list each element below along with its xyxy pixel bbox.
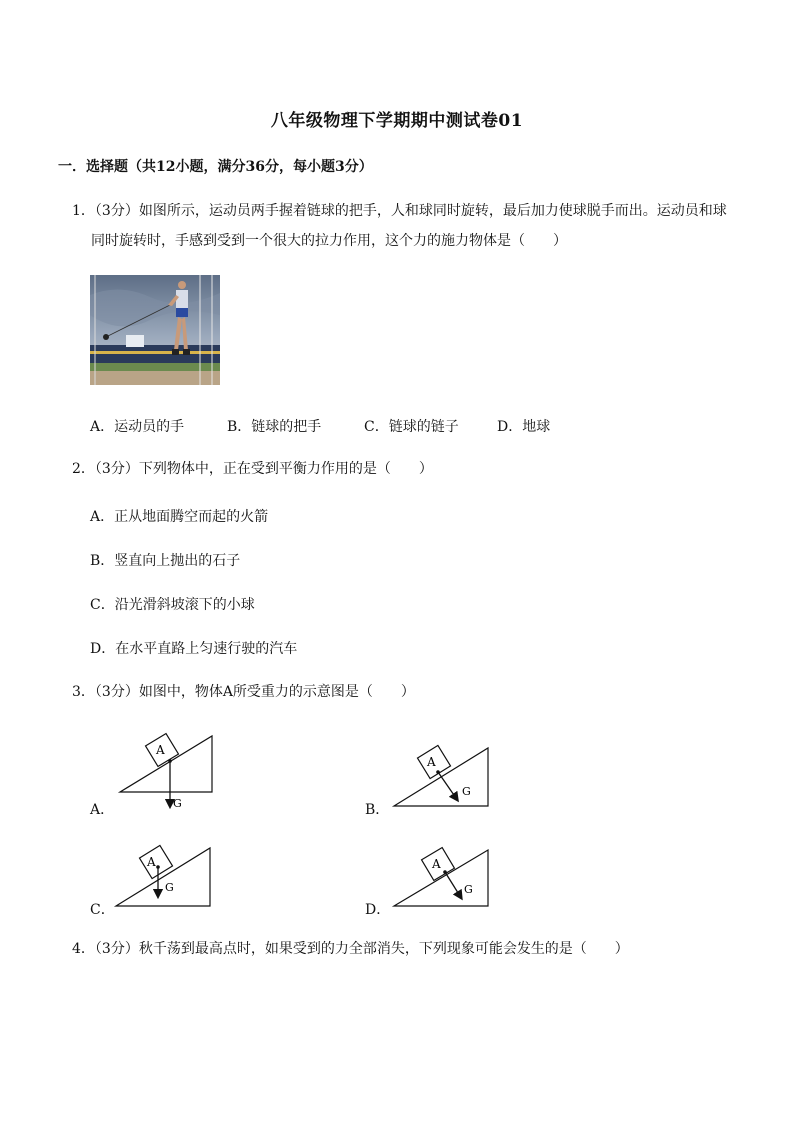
force-label: G (165, 881, 174, 894)
question-2-option-b: B．竖直向上抛出的石子 (90, 553, 241, 569)
question-2-option-a: A．正从地面腾空而起的火箭 (90, 509, 269, 525)
force-label: G (173, 797, 182, 810)
diagram-option-a (110, 728, 220, 812)
question-1-option-d: D．地球 (497, 419, 551, 435)
page-title: 八年级物理下学期期中测试卷01 (270, 111, 524, 131)
block-label: A (427, 755, 436, 769)
question-1-option-c: C．链球的链子 (364, 419, 459, 435)
question-2-option-c: C．沿光滑斜坡滚下的小球 (90, 597, 255, 613)
gravity-arrow (445, 872, 460, 896)
force-label: G (464, 883, 473, 896)
block-label: A (147, 855, 156, 869)
question-3-option-c-label: C． (90, 902, 115, 918)
block-label: A (156, 743, 165, 757)
diagram-option-c (110, 842, 220, 912)
question-3-text: 3．（3分）如图中，物体A所受重力的示意图是（ ） (72, 684, 415, 700)
question-3-option-d-label: D． (365, 902, 391, 918)
question-1-option-b: B．链球的把手 (227, 419, 322, 435)
diagram-option-d (388, 846, 498, 912)
hammer-throw-photo (90, 275, 220, 385)
question-2-text: 2．（3分）下列物体中，正在受到平衡力作用的是（ ） (72, 461, 433, 477)
block-label: A (432, 857, 441, 871)
question-3-option-a-label: A． (90, 802, 115, 818)
question-1-line-2: 同时旋转时，手感到受到一个很大的拉力作用，这个力的施力物体是（ ） (91, 233, 567, 249)
question-1-option-a: A．运动员的手 (90, 419, 185, 435)
diagram-option-b (386, 742, 496, 812)
force-label: G (462, 785, 471, 798)
question-3-option-b-label: B． (365, 802, 390, 818)
gravity-arrow (438, 772, 456, 798)
question-4-text: 4．（3分）秋千荡到最高点时，如果受到的力全部消失，下列现象可能会发生的是（ ） (72, 941, 629, 957)
question-2-option-d: D．在水平直路上匀速行驶的汽车 (90, 641, 298, 657)
question-1-line-1: 1．（3分）如图所示，运动员两手握着链球的把手，人和球同时旋转，最后加力使球脱手而出。运动员和球 (72, 203, 727, 219)
section-heading: 一．选择题（共12小题，满分36分，每小题3分） (58, 159, 373, 175)
